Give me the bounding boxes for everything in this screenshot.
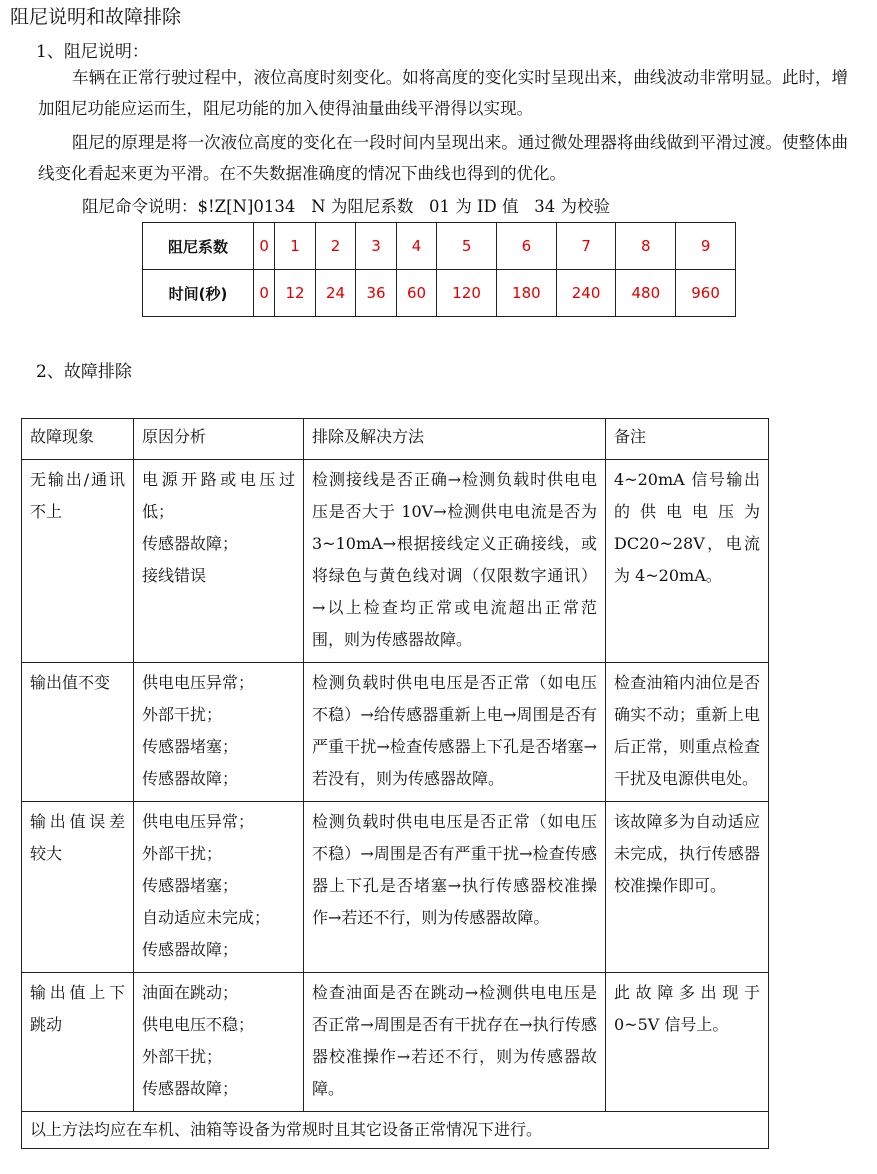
damping-coefficient: 4 [396, 223, 437, 270]
fault-causes [134, 460, 304, 663]
section-2-heading: 2、故障排除 [36, 362, 132, 382]
table-row [22, 663, 769, 802]
fault-cause: 传感器故障； [142, 940, 239, 959]
fault-note: 此故障多出现于 0~5V 信号上。 [606, 973, 769, 1112]
fault-cause: 自动适应未完成； [142, 908, 271, 927]
fault-cause: 供电电压不稳； [142, 1015, 255, 1034]
page-title: 阻尼说明和故障排除 [10, 6, 182, 28]
fault-symptom: 输出值上下跳动 [22, 973, 134, 1112]
fault-solution: 检测接线是否正确→检测负载时供电电压是否大于 10V→检测供电电流是否为 3~10mA→根据接线定义正确接线，或将绿色与黄色线对调（仅限数字通讯）→以上检查均正常或电流超出正常范围，则为传感器故障。 [304, 460, 606, 663]
fault-cause: 传感器堵塞； [142, 876, 239, 895]
troubleshooting-header-row [22, 419, 769, 460]
damping-time-label: 时间(秒) [143, 270, 254, 317]
fault-solution: 检测负载时供电电压是否正常（如电压不稳）→周围是否有严重干扰→检查传感器上下孔是否堵塞→执行传感器校准操作→若还不行，则为传感器故障。 [304, 802, 606, 973]
fault-cause: 供电电压异常； [142, 812, 255, 831]
damping-coefficient: 3 [356, 223, 397, 270]
damping-coefficient: 9 [676, 223, 736, 270]
fault-cause: 传感器故障； [142, 769, 239, 788]
troubleshooting-footer-note: 以上方法均应在车机、油箱等设备为常规时且其它设备正常情况下进行。 [22, 1112, 769, 1149]
damping-paragraph-2: 阻尼的原理是将一次液位高度的变化在一段时间内呈现出来。通过微处理器将曲线做到平滑过渡。使整体曲线变化看起来更为平滑。在不失数据准确度的情况下曲线也得到的优化。 [38, 133, 848, 183]
damping-coefficient: 6 [496, 223, 556, 270]
damping-coefficient: 5 [437, 223, 497, 270]
damping-coefficient-label: 阻尼系数 [143, 223, 254, 270]
damping-time: 240 [556, 270, 616, 317]
damping-time: 36 [356, 270, 397, 317]
damping-coefficient: 2 [315, 223, 356, 270]
fault-symptom: 输出值误差较大 [22, 802, 134, 973]
troubleshooting-table [21, 418, 769, 1149]
section-1-heading: 1、阻尼说明： [36, 42, 149, 62]
damping-coefficient: 0 [254, 223, 275, 270]
damping-time: 60 [396, 270, 437, 317]
fault-cause: 接线错误 [142, 566, 207, 585]
damping-time: 960 [676, 270, 736, 317]
damping-time: 180 [496, 270, 556, 317]
column-header: 排除及解决方法 [304, 419, 606, 460]
fault-symptom: 无输出/通讯不上 [22, 460, 134, 663]
fault-symptom: 输出值不变 [22, 663, 134, 802]
fault-cause: 电源开路或电压过低； [142, 470, 295, 521]
fault-cause: 外部干扰； [142, 705, 223, 724]
damping-time: 120 [437, 270, 497, 317]
fault-note: 4~20mA 信号输出的供电电压为 DC20~28V，电流为 4~20mA。 [606, 460, 769, 663]
table-row [22, 802, 769, 973]
fault-causes [134, 802, 304, 973]
damping-command: 阻尼命令说明：$!Z[N]0134 N 为阻尼系数 01 为 ID 值 34 为校验 [82, 197, 610, 216]
table-row [22, 973, 769, 1112]
damping-coefficient-row [143, 223, 736, 270]
fault-cause: 传感器故障； [142, 1079, 239, 1098]
fault-note: 该故障多为自动适应未完成，执行传感器校准操作即可。 [606, 802, 769, 973]
damping-coefficient: 7 [556, 223, 616, 270]
fault-cause: 传感器堵塞； [142, 737, 239, 756]
fault-causes [134, 663, 304, 802]
fault-causes [134, 973, 304, 1112]
fault-cause: 供电电压异常； [142, 673, 255, 692]
damping-time: 12 [275, 270, 316, 317]
column-header: 故障现象 [22, 419, 134, 460]
troubleshooting-footer-row [22, 1112, 769, 1149]
damping-table [142, 222, 736, 317]
column-header: 备注 [606, 419, 769, 460]
damping-time: 24 [315, 270, 356, 317]
damping-time: 480 [616, 270, 676, 317]
damping-paragraph-1: 车辆在正常行驶过程中，液位高度时刻变化。如将高度的变化实时呈现出来，曲线波动非常明显。此时，增加阻尼功能应运而生，阻尼功能的加入使得油量曲线平滑得以实现。 [38, 68, 848, 118]
damping-coefficient: 1 [275, 223, 316, 270]
fault-note: 检查油箱内油位是否确实不动；重新上电后正常，则重点检查干扰及电源供电处。 [606, 663, 769, 802]
table-row [22, 460, 769, 663]
damping-time-row [143, 270, 736, 317]
damping-coefficient: 8 [616, 223, 676, 270]
fault-solution: 检测负载时供电电压是否正常（如电压不稳）→给传感器重新上电→周围是否有严重干扰→检查传感器上下孔是否堵塞→若没有，则为传感器故障。 [304, 663, 606, 802]
fault-cause: 传感器故障； [142, 534, 239, 553]
fault-solution: 检查油面是否在跳动→检测供电电压是否正常→周围是否有干扰存在→执行传感器校准操作→若还不行，则为传感器故障。 [304, 973, 606, 1112]
column-header: 原因分析 [134, 419, 304, 460]
fault-cause: 外部干扰； [142, 844, 223, 863]
fault-cause: 外部干扰； [142, 1047, 223, 1066]
damping-time: 0 [254, 270, 275, 317]
fault-cause: 油面在跳动； [142, 983, 239, 1002]
